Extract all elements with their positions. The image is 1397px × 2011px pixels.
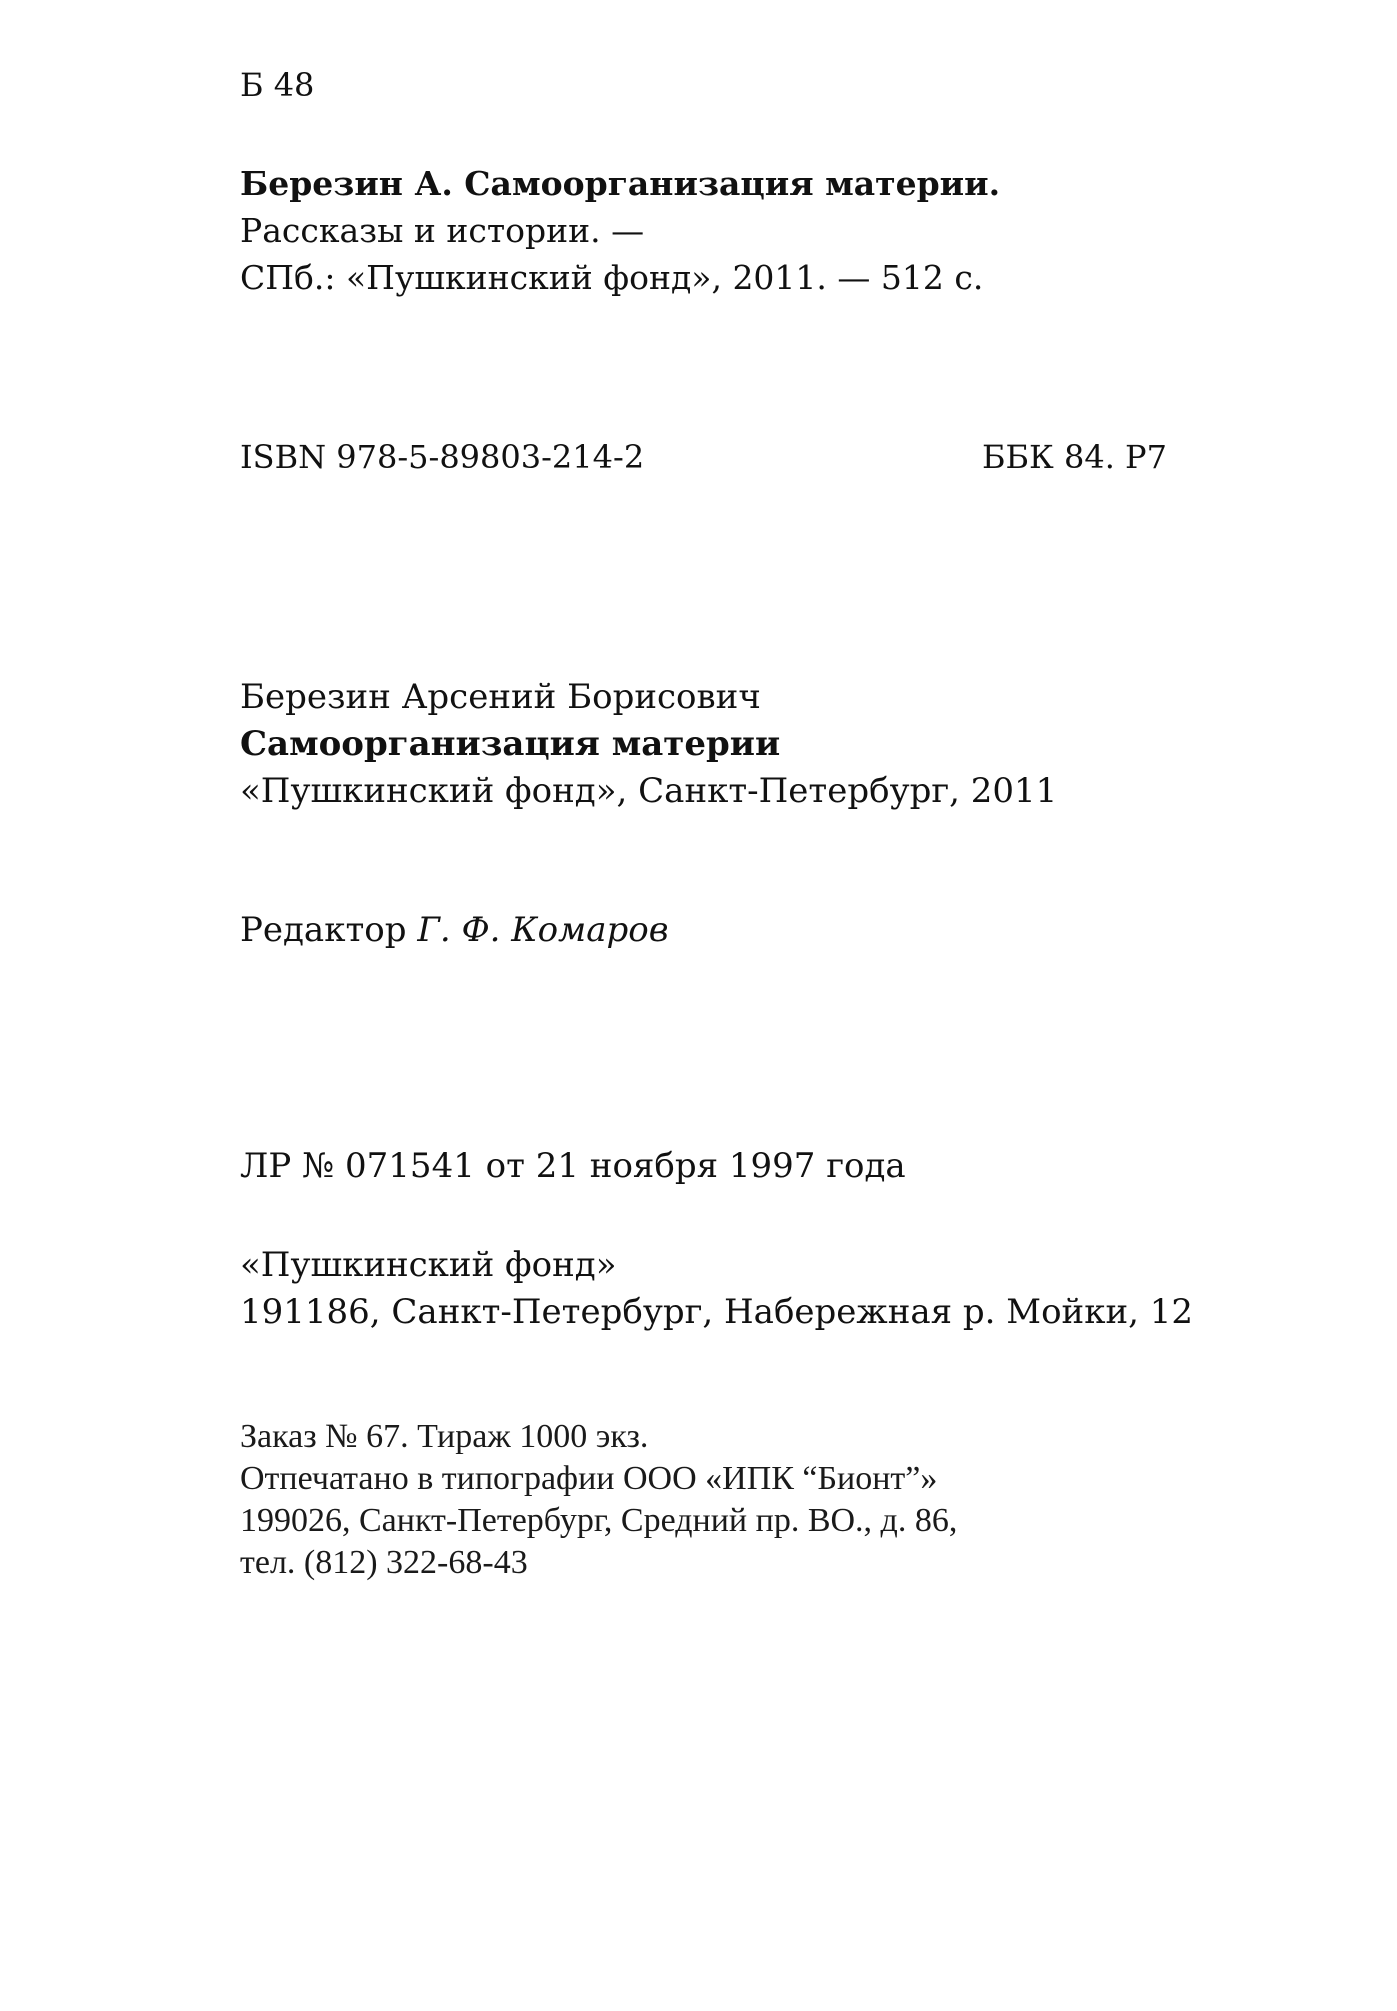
print-info [240,1416,957,1584]
author-name: Березин Арсений Борисович [240,677,761,717]
editor-name: Г. Ф. Комаров [417,910,669,950]
editor-label: Редактор [240,910,407,950]
publisher-address: 191186, Санкт-Петербург, Набережная р. Мойки, 12 [240,1292,1194,1332]
order-info: Заказ № 67. Тираж 1000 экз. [240,1418,649,1455]
bibliographic-record [240,160,1000,301]
book-credits [240,674,1057,815]
biblio-subtitle-line: Рассказы и истории. — [240,211,645,250]
printer-address: 199026, Санкт-Петербург, Средний пр. ВО., д. 86, [240,1502,958,1539]
publisher-info [240,1242,1193,1336]
isbn: ISBN 978-5-89803-214-2 [240,438,645,476]
biblio-title-line: Березин А. Самоорганизация материи. [240,164,1001,203]
license-number: ЛР № 071541 от 21 ноября 1997 года [240,1146,906,1186]
editor-line [240,910,669,950]
book-title: Самоорганизация материи [240,724,781,764]
publisher-name: «Пушкинский фонд» [240,1245,617,1285]
printer-name: Отпечатано в типографии ООО «ИПК “Бионт”» [240,1460,938,1497]
classification-code: Б 48 [240,66,315,104]
bbk-code: ББК 84. Р7 [982,438,1167,476]
publisher-imprint: «Пушкинский фонд», Санкт-Петербург, 2011 [240,771,1058,811]
printer-phone: тел. (812) 322-68-43 [240,1544,528,1581]
biblio-imprint-line: СПб.: «Пушкинский фонд», 2011. — 512 с. [240,258,984,297]
